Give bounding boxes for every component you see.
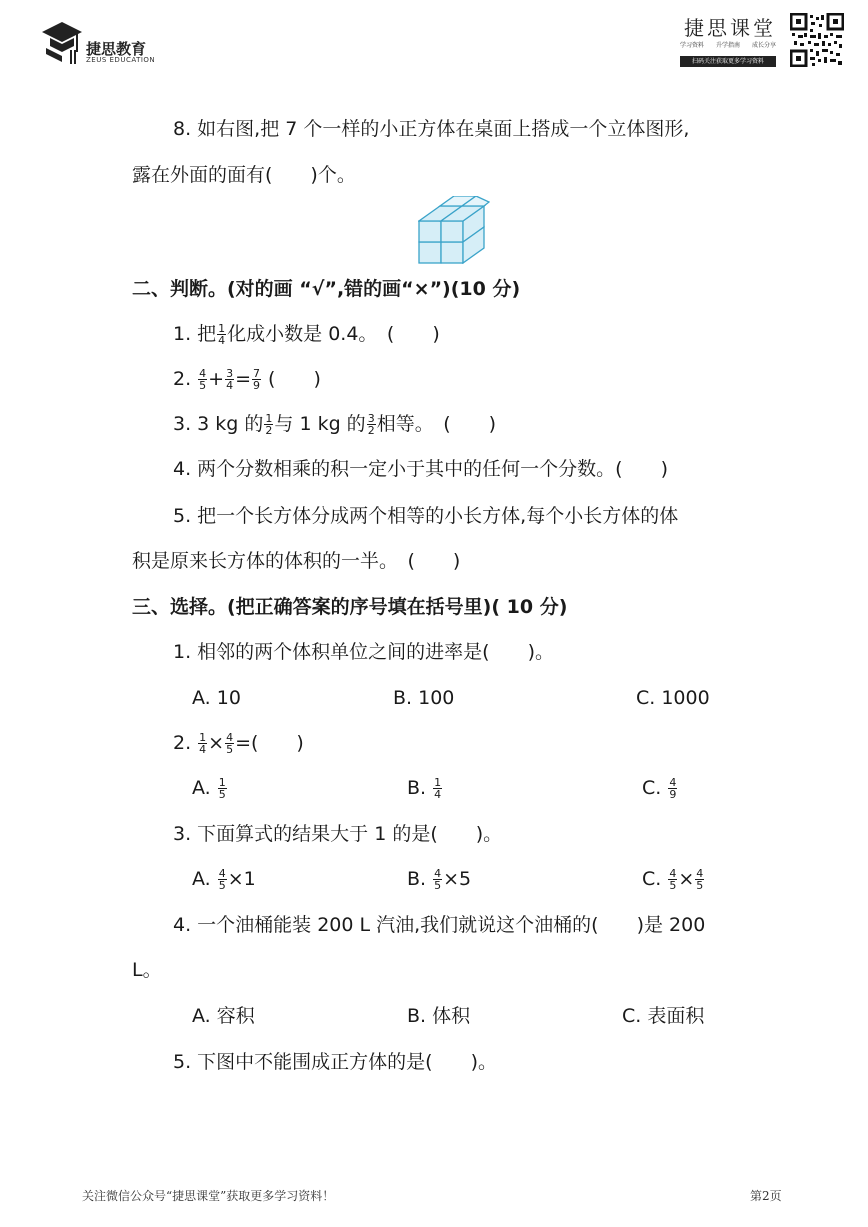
s2-item1-suffix: 化成小数是 0.4。 ( ) xyxy=(227,323,440,345)
s2-item2-prefix: 2. xyxy=(173,368,198,390)
option-label: C. xyxy=(642,777,668,799)
denominator: 5 xyxy=(199,379,207,392)
s3-q3-option-c xyxy=(642,867,705,891)
fraction xyxy=(252,368,261,391)
s2-item3-middle: 与 1 kg 的 xyxy=(274,413,366,435)
denominator: 5 xyxy=(226,743,234,756)
q8-line2: 露在外面的面有( )个。 xyxy=(132,164,356,186)
option-suffix: ×5 xyxy=(443,868,472,890)
s3-q2-suffix: =( ) xyxy=(235,732,304,754)
s3-q4-line1: 4. 一个油桶能装 200 L 汽油,我们就说这个油桶的( )是 200 xyxy=(173,914,706,936)
fraction xyxy=(264,413,273,436)
s3-q1-option-b: B. 100 xyxy=(393,687,455,709)
s3-q4-option-a: A. 容积 xyxy=(192,1005,255,1027)
s3-q2 xyxy=(173,731,304,755)
s2-item3 xyxy=(173,412,496,436)
fraction xyxy=(433,868,442,891)
numerator: 4 xyxy=(199,367,207,380)
s2-item2-suffix: ( ) xyxy=(262,368,321,390)
s2-item1 xyxy=(173,322,440,346)
fraction xyxy=(218,777,227,800)
logo-name: 捷思教育 xyxy=(86,40,147,58)
brand-bar: 扫码关注获取更多学习资料 xyxy=(680,56,776,67)
fraction xyxy=(225,732,234,755)
s3-q3: 3. 下面算式的结果大于 1 的是( )。 xyxy=(173,823,503,845)
option-label: A. xyxy=(192,777,217,799)
s3-q4-option-c: C. 表面积 xyxy=(622,1005,705,1027)
s3-q2-option-c xyxy=(642,776,678,800)
numerator: 1 xyxy=(218,776,226,789)
s3-q4-option-b: B. 体积 xyxy=(407,1005,471,1027)
denominator: 4 xyxy=(218,334,226,347)
s3-q1-option-a: A. 10 xyxy=(192,687,241,709)
denominator: 5 xyxy=(218,879,226,892)
s3-q1-option-c: C. 1000 xyxy=(636,687,710,709)
operator: × xyxy=(208,732,225,754)
option-label: B. xyxy=(407,777,433,799)
numerator: 1 xyxy=(218,322,226,335)
operator: = xyxy=(235,368,252,390)
header-brand xyxy=(678,12,778,72)
s3-q4-line2: L。 xyxy=(132,959,162,981)
fraction xyxy=(433,777,442,800)
s2-item5-line2: 积是原来长方体的体积的一半。 ( ) xyxy=(132,550,461,572)
option-label: B. xyxy=(407,868,433,890)
numerator: 4 xyxy=(226,731,234,744)
denominator: 5 xyxy=(218,788,226,801)
fraction xyxy=(367,413,376,436)
numerator: 1 xyxy=(199,731,207,744)
fraction xyxy=(218,868,227,891)
brand-tag: 学习资料 xyxy=(680,42,705,49)
numerator: 4 xyxy=(696,867,704,880)
fraction xyxy=(668,777,677,800)
brand-tag: 成长分享 xyxy=(751,42,776,49)
fraction xyxy=(668,868,677,891)
numerator: 4 xyxy=(218,867,226,880)
option-label: A. xyxy=(192,868,217,890)
s3-q3-option-b xyxy=(407,867,471,891)
operator: × xyxy=(678,868,695,890)
s3-q1: 1. 相邻的两个体积单位之间的进率是( )。 xyxy=(173,641,554,663)
s2-item5-line1: 5. 把一个长方体分成两个相等的小长方体,每个小长方体的体 xyxy=(173,505,679,527)
q8-line1: 8. 如右图,把 7 个一样的小正方体在桌面上搭成一个立体图形, xyxy=(173,118,690,140)
s2-item3-prefix: 3. 3 kg 的 xyxy=(173,413,264,435)
fraction xyxy=(198,368,207,391)
section3-title: 三、选择。(把正确答案的序号填在括号里)( 10 分) xyxy=(132,596,568,618)
s3-q2-option-a xyxy=(192,776,228,800)
footer-note: 关注微信公众号“捷思课堂”获取更多学习资料！ xyxy=(82,1189,335,1203)
numerator: 4 xyxy=(669,776,677,789)
operator: + xyxy=(208,368,225,390)
cube-stack-figure xyxy=(418,196,490,264)
s2-item4: 4. 两个分数相乘的积一定小于其中的任何一个分数。( ) xyxy=(173,458,668,480)
denominator: 9 xyxy=(669,788,677,801)
s2-item1-prefix: 1. 把 xyxy=(173,323,217,345)
s2-item3-suffix: 相等。 ( ) xyxy=(376,413,497,435)
denominator: 5 xyxy=(434,879,442,892)
numerator: 4 xyxy=(669,867,677,880)
graduation-cap-logo-icon xyxy=(40,20,82,66)
denominator: 9 xyxy=(253,379,261,392)
numerator: 3 xyxy=(367,412,375,425)
fraction xyxy=(695,868,704,891)
fraction xyxy=(225,368,234,391)
numerator: 4 xyxy=(434,867,442,880)
fraction xyxy=(217,323,226,346)
page-number: 第2页 xyxy=(750,1189,782,1203)
denominator: 5 xyxy=(669,879,677,892)
brand-tags xyxy=(680,40,776,49)
logo-subtitle: ZEUS EDUCATION xyxy=(86,56,156,64)
s3-q5: 5. 下图中不能围成正方体的是( )。 xyxy=(173,1051,497,1073)
s2-item2 xyxy=(173,367,321,391)
option-suffix: ×1 xyxy=(227,868,256,890)
denominator: 2 xyxy=(367,424,375,437)
qr-code-icon xyxy=(790,13,844,67)
brand-title: 捷思课堂 xyxy=(684,16,776,40)
s3-q2-option-b xyxy=(407,776,443,800)
numerator: 1 xyxy=(434,776,442,789)
denominator: 2 xyxy=(265,424,273,437)
denominator: 4 xyxy=(199,743,207,756)
fraction xyxy=(198,732,207,755)
section2-title: 二、判断。(对的画 “√”,错的画“×”)(10 分) xyxy=(132,278,521,300)
numerator: 3 xyxy=(226,367,234,380)
numerator: 1 xyxy=(265,412,273,425)
s3-q3-option-a xyxy=(192,867,256,891)
numerator: 7 xyxy=(253,367,261,380)
s3-q2-prefix: 2. xyxy=(173,732,198,754)
denominator: 5 xyxy=(696,879,704,892)
header-logo xyxy=(40,20,180,68)
denominator: 4 xyxy=(434,788,442,801)
option-label: C. xyxy=(642,868,668,890)
brand-tag: 升学指南 xyxy=(715,42,740,49)
denominator: 4 xyxy=(226,379,234,392)
